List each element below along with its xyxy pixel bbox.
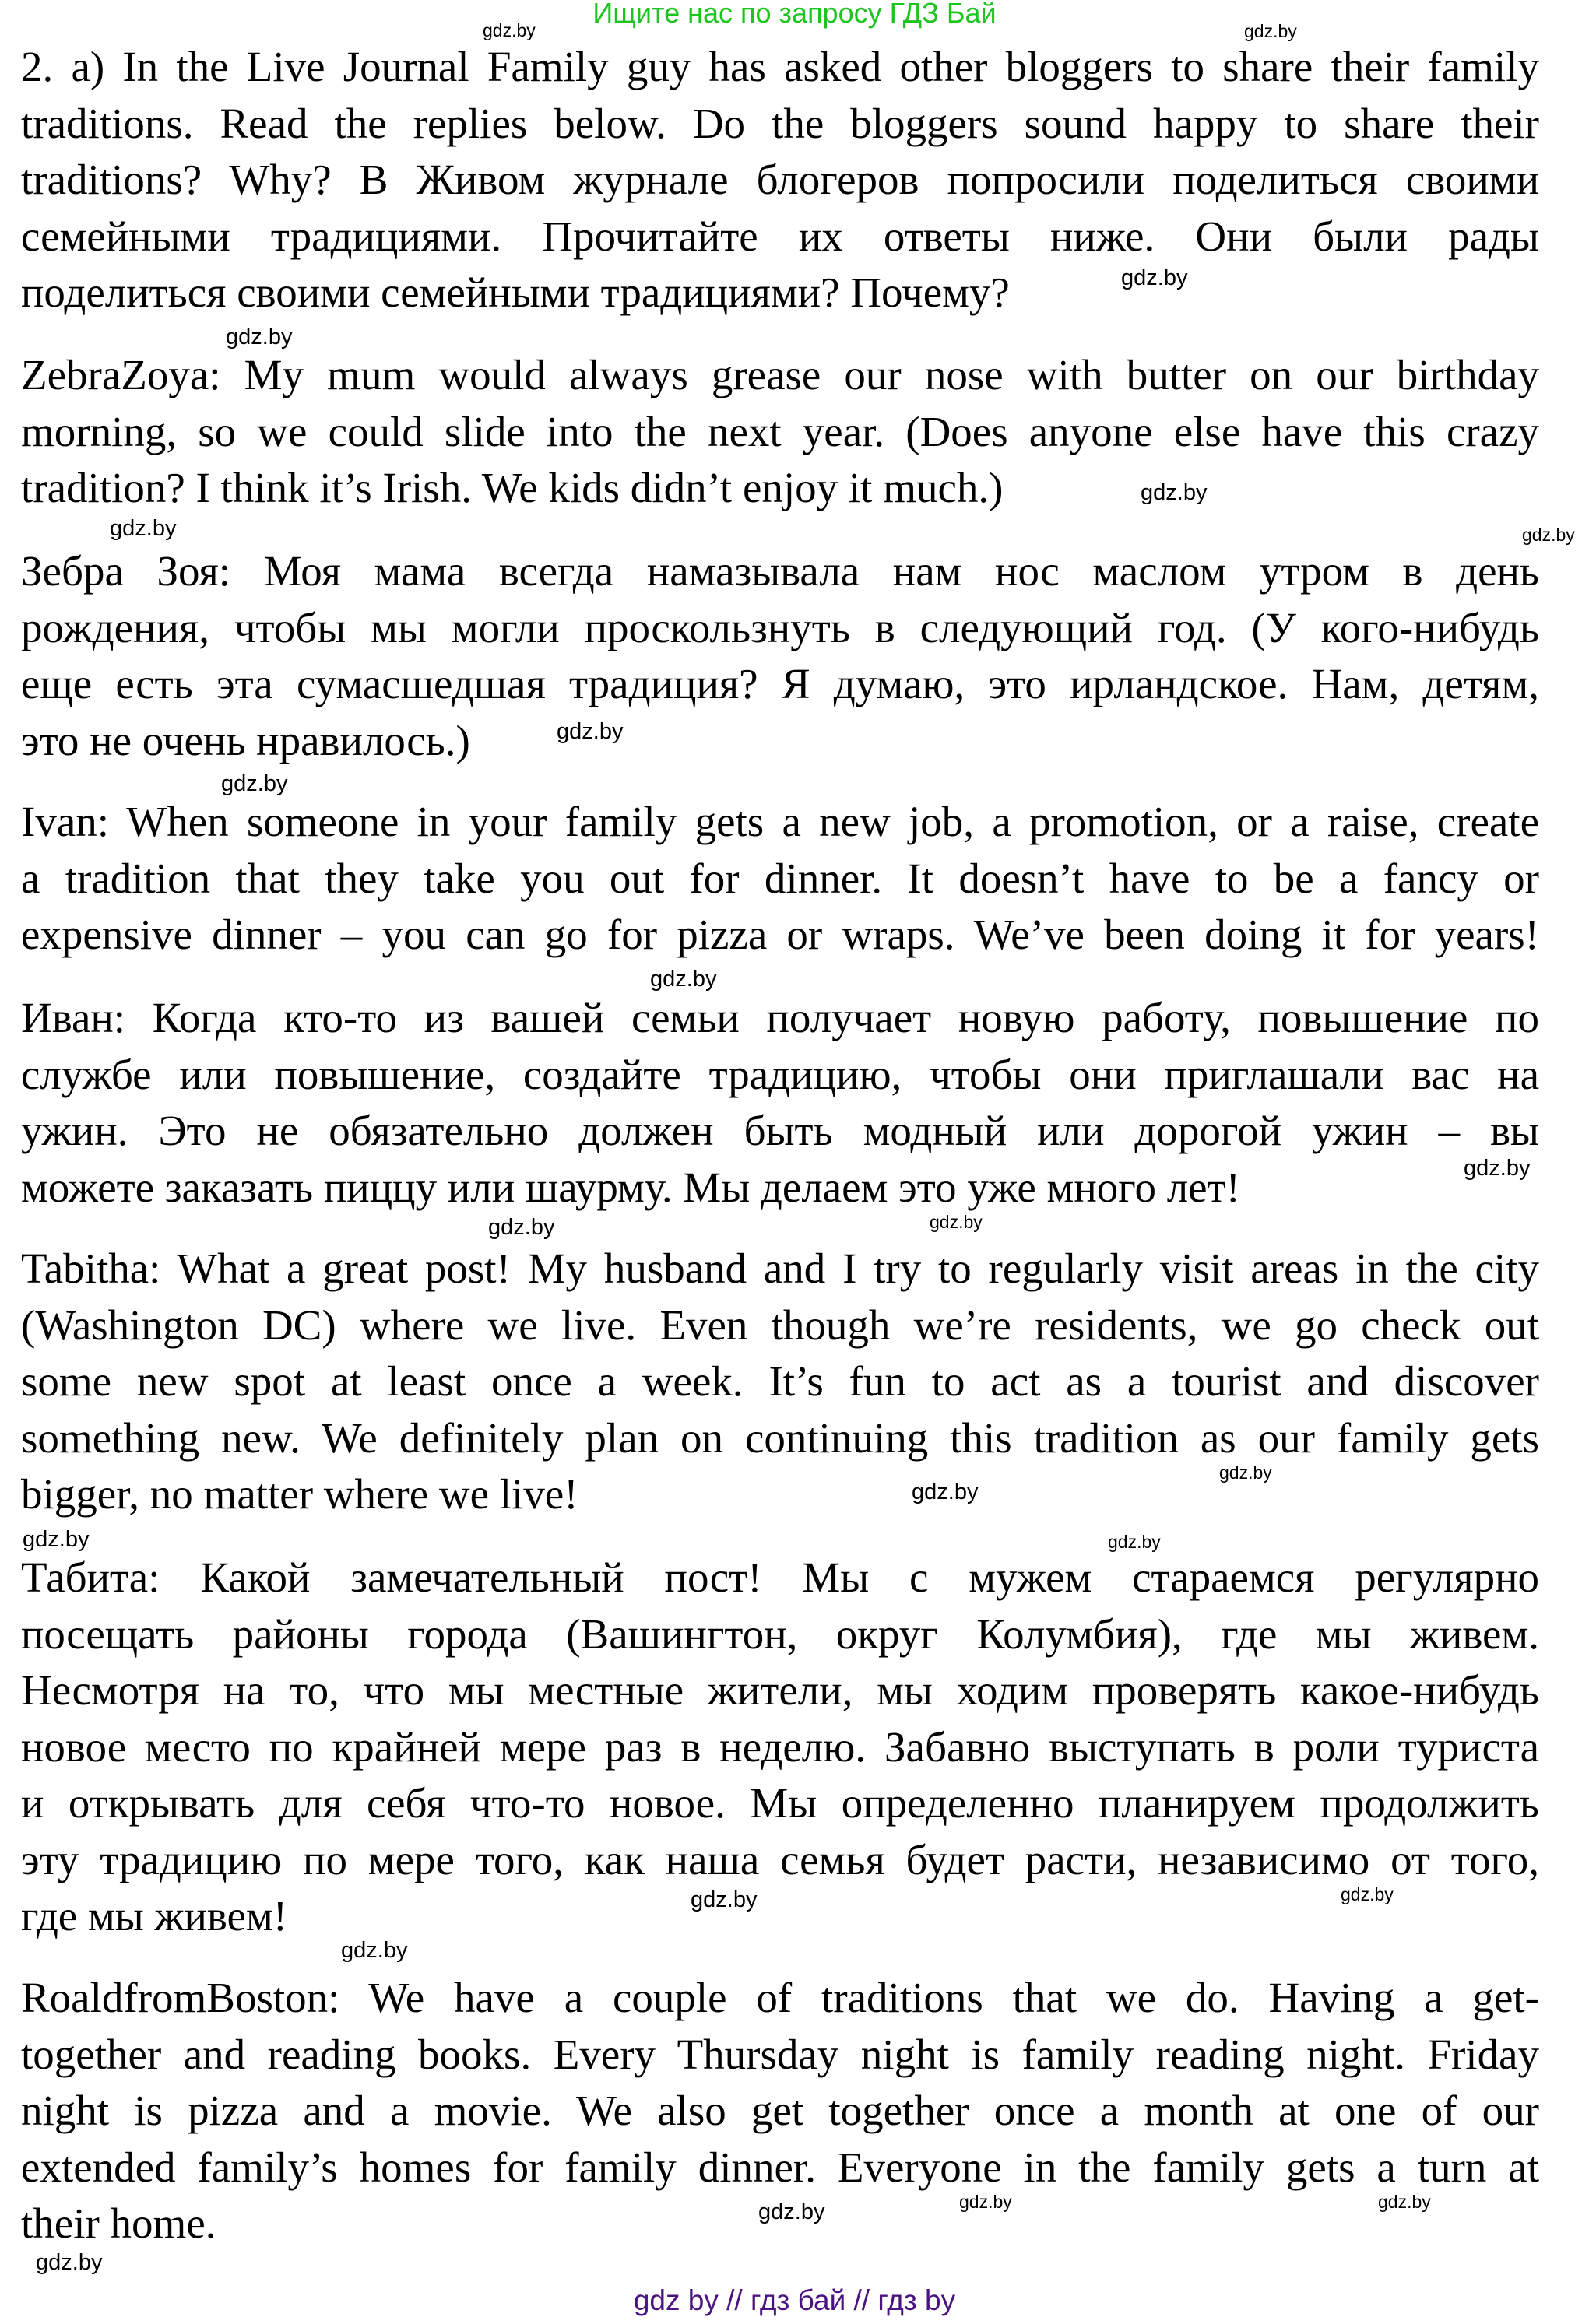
text-line: поделиться своими семейными традициями? Почему?: [21, 269, 1010, 316]
watermark: gdz.by: [557, 719, 624, 744]
text-line: night is pizza and a movie. We also get together once a month at one of our: [21, 2087, 1539, 2134]
reply-tabitha-ru: [21, 1550, 1539, 1945]
watermark: gdz.by: [930, 1212, 983, 1232]
text-line: новое место по крайней мере раз в неделю. Забавно выступать в роли туриста: [21, 1722, 1539, 1771]
task-instruction: [21, 39, 1539, 321]
text-line: their home.: [21, 2199, 216, 2247]
watermark: gdz.by: [691, 1887, 758, 1912]
text-line: Tabitha: What a great post! My husband and I try to regularly visit areas in the city: [21, 1244, 1539, 1292]
watermark: gdz.by: [912, 1480, 979, 1504]
text-line: это не очень нравилось.): [21, 716, 470, 764]
text-line: together and reading books. Every Thursday night is family reading night. Friday: [21, 2030, 1539, 2078]
text-line: some new spot at least once a week. It’s fun to act as a tourist and discover: [21, 1357, 1539, 1405]
text-line: службе или повышение, создайте традицию, чтобы они приглашали вас на: [21, 1050, 1539, 1098]
text-line: a tradition that they take you out for dinner. It doesn’t have to be a fancy or: [21, 854, 1539, 902]
text-line: 2. a) In the Live Journal Family guy has asked other bloggers to share their family: [21, 43, 1539, 90]
text-line: рождения, чтобы мы могли проскользнуть в следующий год. (У кого-нибудь: [21, 603, 1539, 651]
watermark: gdz.by: [483, 20, 536, 40]
text-line: посещать районы города (Вашингтон, округ Колумбия), где мы живем.: [21, 1610, 1539, 1658]
text-line: можете заказать пиццу или шаурму. Мы делаем это уже много лет!: [21, 1163, 1240, 1211]
text-line: где мы живем!: [21, 1892, 288, 1940]
watermark: gdz.by: [36, 2250, 103, 2275]
text-line: something new. We definitely plan on continuing this tradition as our family gets: [21, 1413, 1539, 1462]
watermark: gdz.by: [1378, 2192, 1431, 2212]
watermark: gdz.by: [226, 325, 293, 349]
reply-ivan-ru: [21, 990, 1539, 1216]
text-line: еще есть эта сумасшедшая традиция? Я думаю, это ирландское. Нам, детям,: [21, 660, 1539, 707]
watermark: gdz.by: [959, 2192, 1012, 2212]
text-line: morning, so we could slide into the next year. (Does anyone else have this crazy: [21, 407, 1539, 455]
text-line: Несмотря на то, что мы местные жители, мы ходим проверять какое-нибудь: [21, 1666, 1539, 1714]
reply-ivan-en: [21, 794, 1539, 964]
watermark: gdz.by: [1244, 21, 1297, 41]
reply-zebrazoya-en: [21, 347, 1539, 517]
watermark: gdz.by: [1108, 1532, 1161, 1552]
text-line: ужин. Это не обязательно должен быть модный или дорогой ужин – вы: [21, 1107, 1539, 1154]
watermark: gdz.by: [23, 1527, 90, 1552]
text-line: RoaldfromBoston: We have a couple of traditions that we do. Having a get-: [21, 1974, 1539, 2021]
text-line: (Washington DC) where we live. Even though we’re residents, we go check out: [21, 1301, 1539, 1349]
text-line: bigger, no matter where we live!: [21, 1470, 578, 1518]
text-line: ZebraZoya: My mum would always grease our nose with butter on our birthday: [21, 351, 1539, 398]
text-line: traditions. Read the replies below. Do the bloggers sound happy to share their: [21, 99, 1539, 147]
search-banner: Ищите нас по запросу ГДЗ Бай: [592, 0, 997, 29]
text-line: Зебра Зоя: Моя мама всегда намазывала нам нос маслом утром в день: [21, 547, 1539, 595]
text-line: extended family’s homes for family dinner. Everyone in the family gets a turn at: [21, 2143, 1539, 2191]
watermark: gdz.by: [758, 2199, 825, 2224]
text-line: Ivan: When someone in your family gets a new job, a promotion, or a raise, create: [21, 798, 1539, 845]
watermark: gdz.by: [221, 771, 288, 796]
text-line: Табита: Какой замечательный пост! Мы с мужем стараемся регулярно: [21, 1553, 1539, 1601]
watermark: gdz.by: [1522, 525, 1575, 545]
text-line: tradition? I think it’s Irish. We kids didn’t enjoy it much.): [21, 464, 1004, 511]
watermark: gdz.by: [1121, 265, 1188, 290]
text-line: эту традицию по мере того, как наша семья будет расти, независимо от того,: [21, 1835, 1539, 1883]
text-line: expensive dinner – you can go for pizza or wraps. We’ve been doing it for years!: [21, 911, 1539, 958]
text-line: и открывать для себя что-то новое. Мы определенно планируем продолжить: [21, 1779, 1539, 1827]
watermark: gdz.by: [488, 1215, 555, 1240]
watermark: gdz.by: [1341, 1884, 1394, 1904]
watermark: gdz.by: [110, 516, 177, 541]
text-line: Иван: Когда кто-то из вашей семьи получает новую работу, повышение по: [21, 994, 1539, 1041]
footer-links: gdz by // гдз бай // гдз by: [633, 2284, 956, 2316]
text-line: семейными традициями. Прочитайте их ответы ниже. Они были рады: [21, 212, 1539, 260]
watermark: gdz.by: [341, 1938, 408, 1963]
watermark: gdz.by: [1464, 1156, 1531, 1181]
watermark: gdz.by: [650, 967, 717, 992]
reply-zebrazoya-ru: [21, 543, 1539, 769]
text-line: traditions? Why? В Живом журнале блогеров попросили поделиться своими: [21, 156, 1539, 203]
reply-tabitha-en: [21, 1241, 1539, 1523]
watermark: gdz.by: [1141, 480, 1208, 505]
watermark: gdz.by: [1219, 1462, 1272, 1483]
